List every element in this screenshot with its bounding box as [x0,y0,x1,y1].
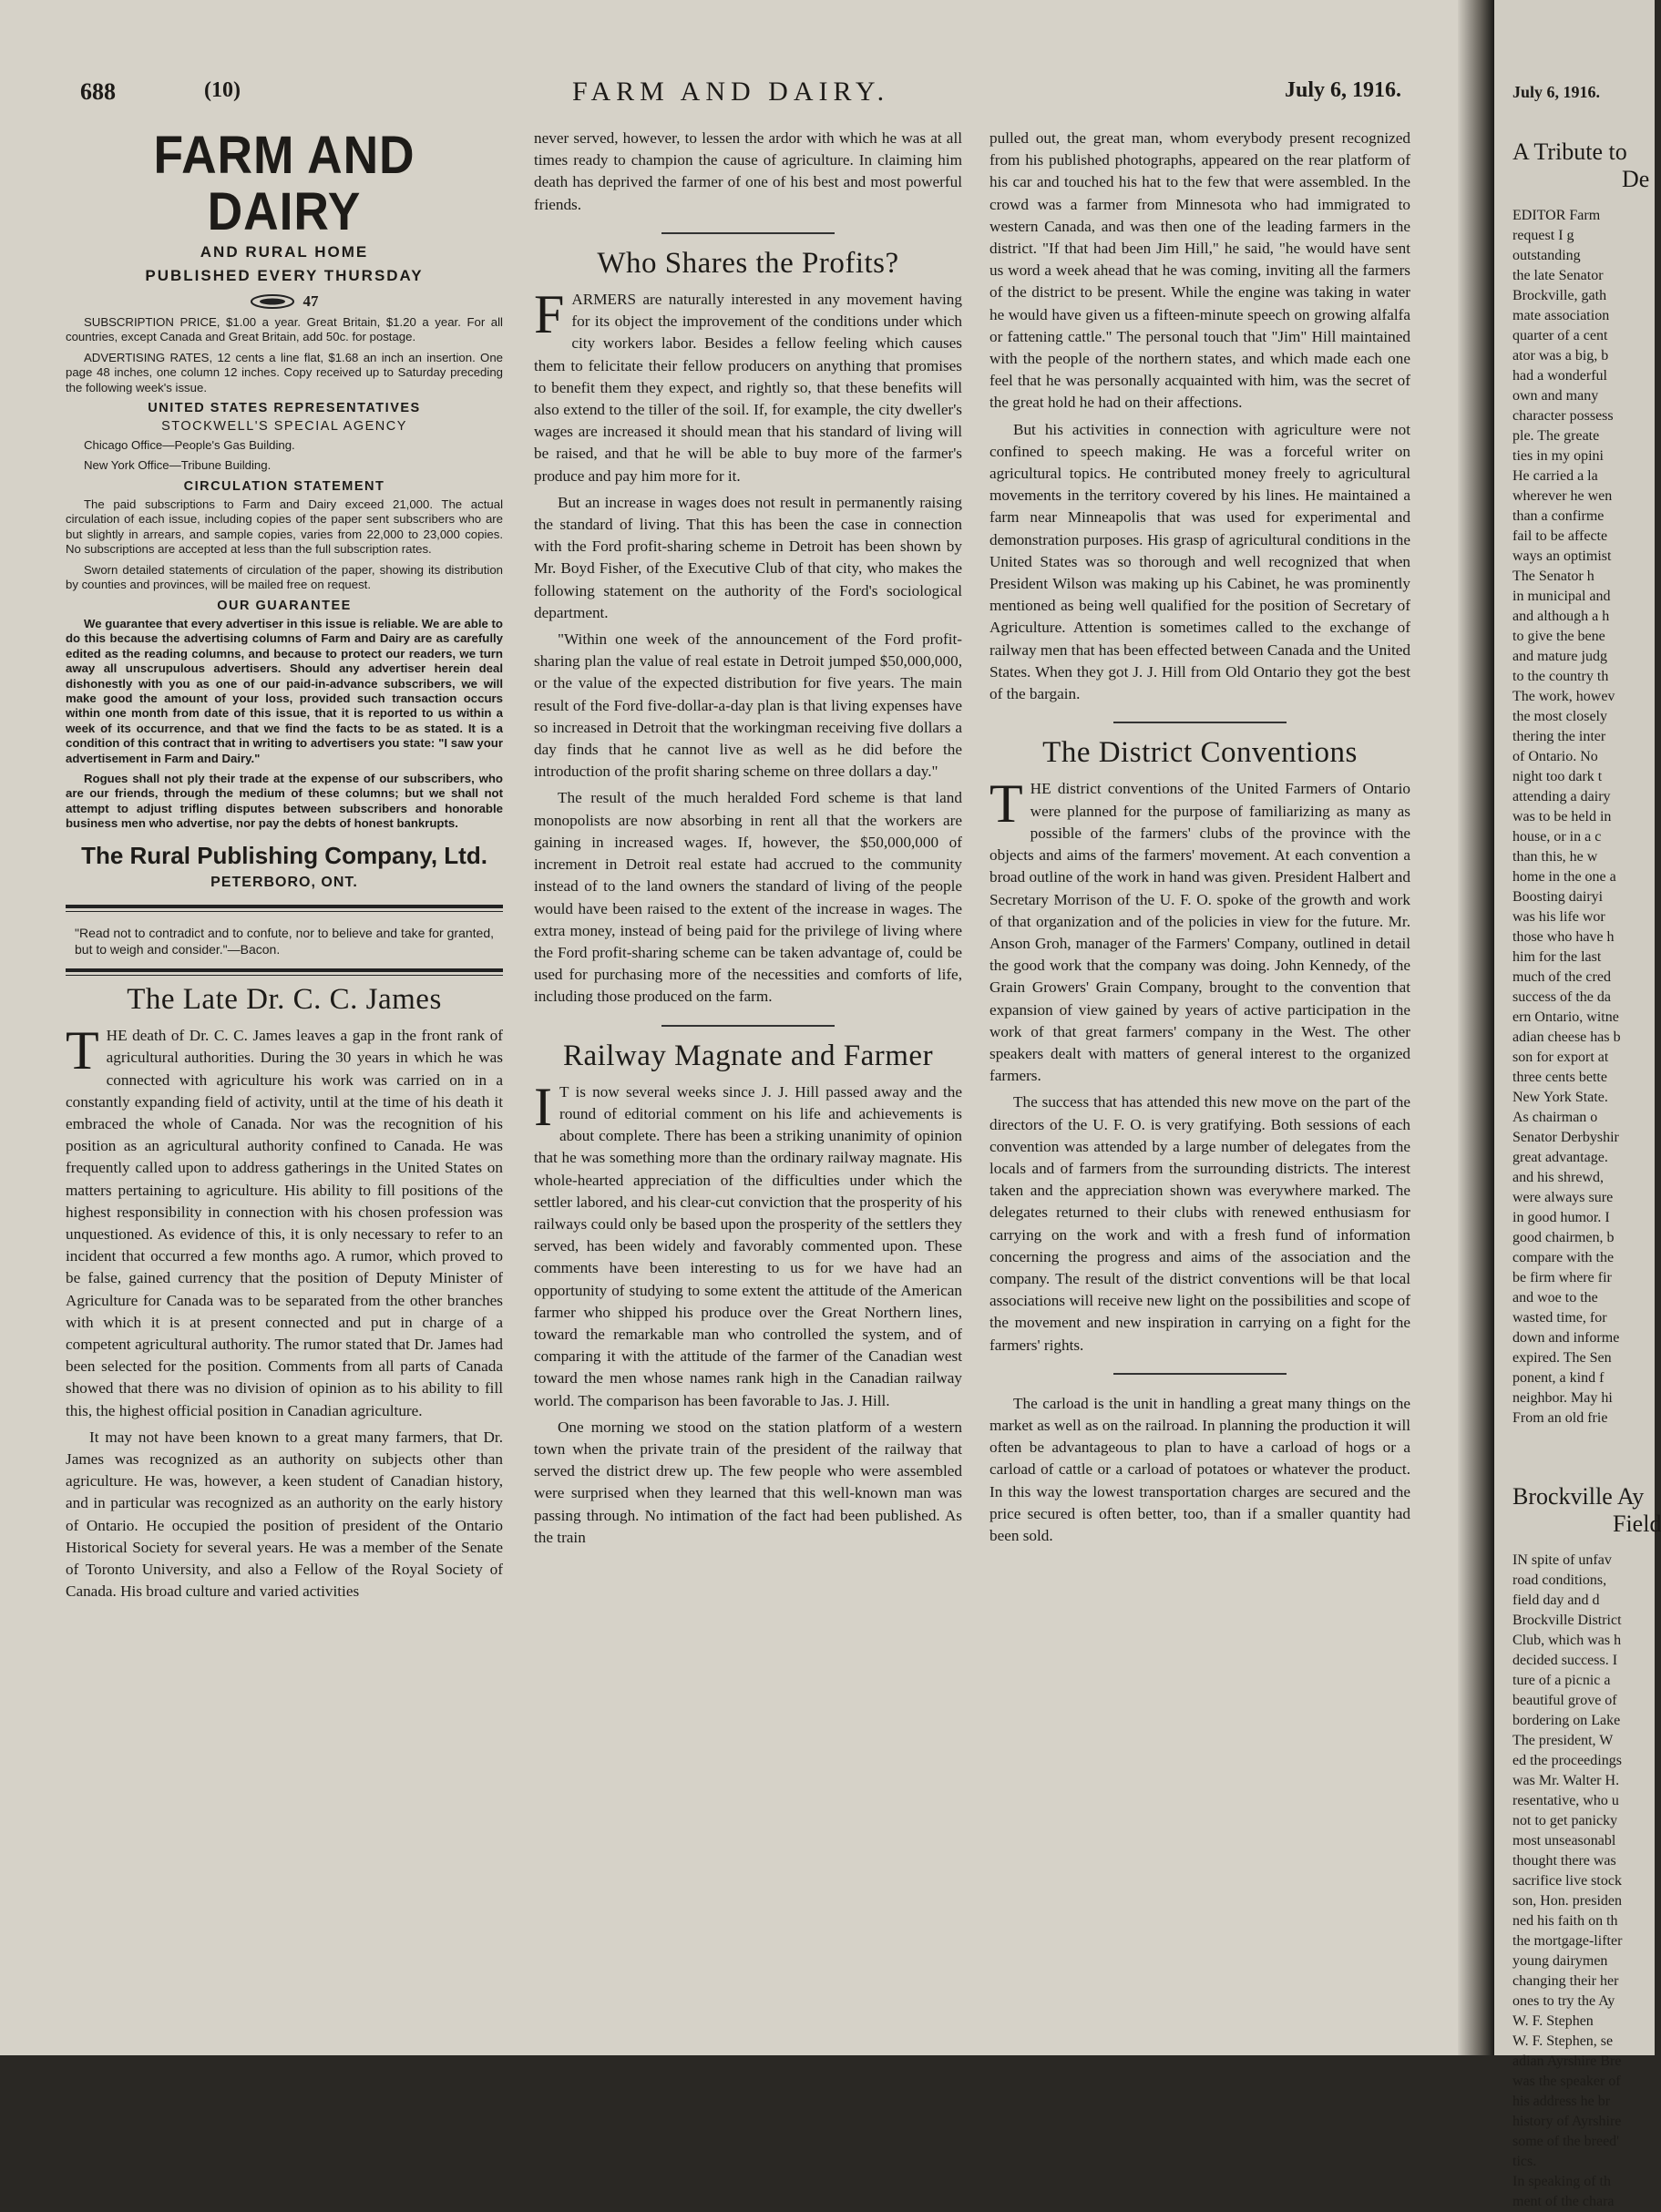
article-title: Railway Magnate and Farmer [562,1039,934,1072]
masthead-subtitle: AND RURAL HOME [200,243,369,261]
facing-line: much of the cred [1512,969,1611,985]
section-rule [1113,1373,1287,1375]
facing-line: The president, W [1512,1733,1614,1748]
facing-line: and mature judg [1512,649,1607,664]
drop-cap: T [989,773,1023,835]
facing-line: ment of the chara [1512,2194,1615,2209]
facing-line: great advantage. [1512,1150,1608,1165]
facing-line: EDITOR Farm [1512,208,1601,223]
page-header [80,78,1401,115]
facing-line: was Mr. Walter H. [1512,1773,1620,1788]
page-number: 688 [80,78,116,105]
masthead-title: FARM AND DAIRY [153,126,415,241]
facing-line: request I g [1512,228,1574,243]
issue-date: July 6, 1916. [1284,78,1401,102]
facing-line: history of Ayrshire [1512,2114,1622,2129]
facing-article-title [1512,138,1658,193]
facing-line: son for export at [1512,1050,1609,1065]
facing-line: ed the proceedings [1512,1753,1622,1768]
drop-cap: F [534,284,565,345]
guarantee-body-2: Rogues shall not ply their trade at the expense of our subscribers, who are our friends, through the medium of these columns; but we shall not attempt to adjust trifling disputes between subscribers and honorable business men who advertise, nor pay the debts of honest bankrupts. [66,771,503,831]
facing-line: than a confirme [1512,508,1605,524]
facing-line: compare with the [1512,1250,1615,1265]
column-1 [66,128,503,1607]
newyork-office: New York Office—Tribune Building. [84,458,272,473]
article-text: HE district conventions of the United Farmers of Ontario were planned for the purpose of familiarizing as many as possible of the farmers' clubs of the province with the objects and aims of the farmers' movement. At each convention a broad outline of the work in hand was given. President Halbert and Secretary Morrison of the U. F. O. spoke of the growth and work of that organization and of the policies in view for the future. Mr. Anson Groh, manager of the Farmers' Company, outlined in detail the good work that the company was doing. John Kennedy, of the Grain Growers' Grain Company, brought to the convention that expansion of view gained by years of active participation in the work of that great farmers' company in the West. The other speakers dealt with matters of general interest to the organized farmers. [989,780,1410,1085]
facing-line: to the country th [1512,669,1609,684]
subscription-notice: SUBSCRIPTION PRICE, $1.00 a year. Great Britain, $1.20 a year. For all countries, except Canada and Great Britain, add 50c. for postage. [66,315,503,344]
drop-cap: I [534,1076,552,1137]
facing-line: ways an optimist [1512,548,1612,564]
facing-line: to give the bene [1512,629,1605,644]
article-paragraph [989,773,1410,1087]
advertising-notice: ADVERTISING RATES, 12 cents a line flat, $1.68 an inch an insertion. One page 48 inches, one column 12 inches. Copy received up to Saturday preceding the following week's issue. [66,350,503,394]
facing-line: in good humor. I [1512,1210,1610,1225]
facing-line: The Senator h [1512,568,1594,584]
facing-line: Brockville, gath [1512,288,1607,303]
facing-line: attending a dairy [1512,789,1611,804]
facing-line: adian cheese has b [1512,1029,1621,1045]
article-text: HE death of Dr. C. C. James leaves a gap in the front rank of agricultural authorities. During the 30 years in which he was connected with agriculture his work was carried on in a constantly expanding field of activity, until at the time of his death it embraced the whole of Canada. Nor was the recognition of his position as an agricultural authority confined to Canada. He was frequently called upon to address gatherings in the United States on matters pertaining to agriculture. His ability to fill positions of the highest responsibility in connection with his chosen profession was unquestioned. As evidence of this, it is only necessary to refer to an incident that occurred a few months ago. A rumor, which proved to be false, gained currency that the position of Deputy Minister of Agriculture for Canada was to be separated from the other branches with which it is at present connected and put in charge of a competent agricultural authority. The rumor stated that Dr. James had been selected for the position. Comments from all parts of Canada showed that there was no division of opinion as to his ability to fill this, the highest official position in Canadian agriculture. [66,1027,503,1419]
double-rule [66,905,503,912]
facing-line: tics. [1512,2154,1537,2169]
facing-line: Boosting dairyi [1512,889,1604,905]
facing-line: good chairmen, b [1512,1230,1615,1245]
bacon-quote: "Read not to contradict and to confute, nor to believe and take for granted, but to weigh and consider."—Bacon. [75,926,494,957]
facing-line: had a wonderful [1512,368,1607,384]
article-title: The District Conventions [1042,736,1358,770]
section-rule [1113,722,1287,723]
facing-line: W. F. Stephen, se [1512,2033,1614,2049]
article-title: Who Shares the Profits? [597,246,899,280]
column-2 [534,128,962,1553]
article-paragraph: The success that has attended this new move on the part of the directors of the U. F. O. is very gratifying. Both sessions of each convention was attended by a large number of delegates from the locals and of farmers from the surrounding districts. The interest taken and the appreciation shown was everywhere marked. The delegates returned to their clubs with renewed enthusiasm for carrying on the work and with a fresh fund of information concerning the progress and aims of the association and the company. The result of the district conventions will be that local associations will receive new light on the possibilities and scope of the movement and new inspiration in carrying on a fight for the farmers' rights. [989,1093,1410,1354]
issue-number: 47 [302,292,319,310]
facing-line: ern Ontario, witne [1512,1009,1619,1025]
facing-line: be firm where fir [1512,1270,1612,1285]
facing-line: ture of a picnic a [1512,1673,1611,1688]
title-line: Field [1613,1511,1661,1537]
running-title: FARM AND DAIRY. [572,77,890,107]
facing-line: neighbor. May hi [1512,1390,1613,1406]
facing-page-date: July 6, 1916. [1512,83,1601,101]
facing-line: own and many [1512,388,1599,404]
facing-line: was the speaker of [1512,2074,1621,2089]
circulation-heading: CIRCULATION STATEMENT [183,478,385,494]
guarantee-body: We guarantee that every advertiser in this issue is reliable. We are able to do this because the advertising columns of Farm and Dairy are as carefully edited as the reading columns, and because to protect our readers, we turn away all unscrupulous advertisers. Should any advertiser herein deal dishonestly with you as one of our paid-in-advance subscribers, we will make good the amount of your loss, provided such transaction occurs within one month from date of this issue, that it is reported to us within a week of its occurrence, and that we find the facts to be as stated. It is a condition of this contract that in writing to advertisers you state: "I saw your advertisement in Farm and Dairy." [66,616,503,765]
article-paragraph: It may not have been known to a great many farmers, that Dr. James was recognized as an authority on subjects other than agriculture. He was, however, a keen student of Canadian history, and in particular was recognized as an authority on the early history of Ontario. He occupied the position of president of the Ontario Historical Society for several years. He was a member of the Senate of Toronto University, and also a Fellow of the Royal Society of Canada. His broad culture and varied activities [66,1428,503,1601]
facing-line: mate association [1512,308,1610,323]
facing-line: wasted time, for [1512,1310,1607,1326]
article-paragraph: never served, however, to lessen the ardor with which he was at all times ready to champion the cause of agriculture. In claiming him death has deprived the farmer of one of his best and most powerful friends. [534,129,962,213]
facing-line: fail to be affecte [1512,528,1608,544]
facing-line: his address he br [1512,2094,1611,2109]
article-paragraph [66,1020,503,1422]
facing-line: quarter of a cent [1512,328,1608,343]
facing-line: than this, he w [1512,849,1598,865]
facing-line: Club, which was h [1512,1633,1622,1648]
facing-line: son, Hon. presiden [1512,1893,1622,1909]
facing-line: road conditions, [1512,1572,1607,1588]
facing-line: ones to try the Ay [1512,1993,1615,2009]
circulation-body-2: Sworn detailed statements of circulation of the paper, showing its distribution by counties and provinces, will be mailed free on request. [66,562,503,592]
facing-line: expired. The Sen [1512,1350,1612,1366]
facing-line: and his shrewd, [1512,1170,1604,1185]
facing-line: ponent, a kind f [1512,1370,1605,1386]
facing-page-column [1512,82,1661,2212]
facing-line: field day and d [1512,1592,1600,1608]
facing-line: character possess [1512,408,1614,424]
facing-line: night too dark t [1512,769,1603,784]
facing-line: wherever he wen [1512,488,1613,504]
drop-cap: T [66,1020,99,1081]
facing-article-body [1512,206,1658,1429]
facing-line: some of the breed' [1512,2134,1620,2149]
facing-line: the late Senator [1512,268,1604,283]
facing-line: down and informe [1512,1330,1620,1346]
facing-line: He carried a la [1512,468,1598,484]
article-paragraph: The carload is the unit in handling a great many things on the market as well as on the railroad. In planning the production it will often be advantageous to plan to have a carload of hogs or a carload of cattle or a carload of potatoes or whatever the product. In this way the lowest transportation charges are secured and the price secured is often better, too, than if a smaller quantity had been sold. [989,1394,1410,1544]
article-paragraph [534,284,962,487]
article-paragraph [534,1076,962,1412]
title-line: De [1622,166,1650,192]
article-paragraph: "Within one week of the announcement of the Ford profit-sharing plan the value of real estate in Detroit jumped $50,000,000, or the value of the expected distribution for five years. The main result of the Ford five-dollar-a-day plan is that living expenses have so increased in Detroit that the workingman receiving five dollars a day finds that he cannot live as well as he did before the introduction of the profit sharing scheme on three dollars a day." [534,630,962,781]
facing-article-title-2 [1512,1483,1661,1538]
publisher-name: The Rural Publishing Company, Ltd. [81,841,487,869]
facing-article-body-2 [1512,1551,1658,2212]
publisher-city: PETERBORO, ONT. [210,874,358,890]
article-paragraph: But his activities in connection with agriculture were not confined to speech making. He was a forceful writer on agricultural topics. He contributed money freely to agricultural movements in the territory covered by his lines. He maintained a farm near Minneapolis that was used for experimental and demonstration purposes. His grasp of agricultural conditions in the United States was so thorough and well recognized that when President Wilson was making up his Cabinet, he was prominently mentioned as being well qualified for the position of Secretary of Agriculture. Attention is sometimes called to the exchange of railway men that has been effected between Canada and the United States. When they got J. J. Hill from Old Ontario they got the best of the bargain. [989,420,1410,703]
facing-line: home in the one a [1512,869,1616,885]
issue-ornament [66,288,503,315]
facing-line: young dairymen [1512,1953,1608,1969]
title-line: A Tribute to [1512,138,1627,165]
facing-line: those who have h [1512,929,1615,945]
facing-line: W. F. Stephen [1512,2013,1594,2029]
title-line: Brockville Ay [1512,1483,1645,1510]
facing-line: As chairman o [1512,1110,1598,1125]
ornament-icon [251,294,294,309]
facing-line: most unseasonabl [1512,1833,1616,1848]
facing-line: changing their her [1512,1973,1619,1989]
facing-line: New York State. [1512,1090,1608,1105]
chicago-office: Chicago Office—People's Gas Building. [84,437,295,452]
facing-line: ned his faith on th [1512,1913,1618,1929]
article-text: ARMERS are naturally interested in any movement having for its object the improvement of the conditions under which city workers labor. Besides a fellow feeling which causes them to felicitate their fellow producers on anything that promises to benefit them they expect, and rightly so, that these benefits will also extend to the tiller of the soil. If, for example, the city dweller's wages are increased it should mean that his standard of living will be raised, and that he will be able to buy more of the farmer's produce and pay him more for it. [534,291,962,485]
agency-name: STOCKWELL'S SPECIAL AGENCY [161,419,407,435]
facing-line: were always sure [1512,1190,1614,1205]
circulation-body: The paid subscriptions to Farm and Dairy exceed 21,000. The actual circulation of each issue, including copies of the paper sent subscribers who are but slightly in arrears, and sample copies, varies from 22,000 to 23,000 copies. No subscriptions are accepted at less than the full subscription rates. [66,497,503,557]
facing-line: not to get panicky [1512,1813,1618,1828]
facing-line: success of the da [1512,989,1611,1005]
article-paragraph: But an increase in wages does not result in permanently raising the standard of living. That this has been the case in connection with the Ford profit-sharing scheme in Detroit has been shown by Mr. Boyd Fisher, of the Executive Club of that city, who makes the following statement on the authority of the Ford's sociological department. [534,493,962,621]
facing-line: was his life wor [1512,909,1605,925]
double-rule [66,968,503,976]
facing-line: and although a h [1512,609,1610,624]
section-rule [661,1025,835,1027]
facing-line: IN spite of unfav [1512,1552,1612,1568]
us-reps-heading: UNITED STATES REPRESENTATIVES [148,401,421,416]
facing-line: sacrifice live stock [1512,1873,1622,1889]
facing-line: ator was a big, b [1512,348,1609,364]
guarantee-heading: OUR GUARANTEE [217,598,352,613]
article-paragraph: One morning we stood on the station platform of a western town when the private train of the president of the railway that served the district drew up. The few people who were assembled were surprised when they learned that this well-known man was passing through. No intimation of the fact had been published. As the train [534,1418,962,1546]
facing-line: resentative, who u [1512,1793,1619,1808]
facing-line: adian Ayrshire Bre [1512,2053,1622,2069]
section-rule [661,232,835,234]
facing-line: The work, howev [1512,689,1615,704]
masthead-notices [66,315,503,832]
book-gutter [1458,0,1494,2055]
facing-line: Senator Derbyshir [1512,1130,1619,1145]
facing-line: In speaking of th [1512,2174,1611,2189]
article-paragraph: pulled out, the great man, whom everybody present recognized from his published photographs, appeared on the rear platform of his car and touched his hat to the few that were assembled. In the crowd was a farmer from Minnesota who had immigrated to western Canada, and was then one of the leading farmers in the district. "If that had been Jim Hill," he said, "he would have sent us word a week ahead that he was coming, inviting all the farmers of the district to be present. While the engine was taking in water he would have given us a fifteen-minute speech on growing alfalfa or fattening cattle." The personal touch that "Jim" Hill maintained with the people of the northern states, and which made each one feel that he was personally acquainted with him, was the secret of the great hold he had on their affections. [989,129,1410,412]
facing-line: outstanding [1512,248,1581,263]
facing-line: From an old frie [1512,1410,1608,1426]
facing-line: thought there was [1512,1853,1616,1869]
section-number: (10) [204,78,241,102]
facing-line: and woe to the [1512,1290,1598,1306]
facing-page [1494,0,1661,2209]
masthead-publication-note: PUBLISHED EVERY THURSDAY [145,267,424,284]
article-title: The Late Dr. C. C. James [127,983,442,1016]
facing-line: three cents bette [1512,1070,1607,1085]
facing-line: decided success. I [1512,1653,1618,1668]
facing-line: was to be held in [1512,809,1612,824]
facing-line: thering the inter [1512,729,1606,744]
facing-line: of Ontario. No [1512,749,1598,764]
facing-line: in municipal and [1512,589,1611,604]
facing-line: the most closely [1512,709,1607,724]
facing-line: the mortgage-lifter [1512,1933,1623,1949]
facing-line: Brockville District [1512,1613,1622,1628]
facing-line: ple. The greate [1512,428,1600,444]
facing-line: bordering on Lake [1512,1713,1621,1728]
facing-line: him for the last [1512,949,1602,965]
facing-line: house, or in a c [1512,829,1602,845]
article-text: T is now several weeks since J. J. Hill passed away and the round of editorial comment on his life and achievements is about complete. There has been a striking unanimity of opinion that he was something more than the ordinary railway magnate. His whole-hearted appreciation of the difficulties under which the settler labored, and his clear-cut conviction that the prosperity of his railways could only be based upon the prosperity of the settlers they served, has been widely and favorably commented upon. These comments have been interesting to us for we have had an opportunity of studying to some extent the attitude of the American farmer who shipped his produce over the Great Northern lines, toward the remarkable man who controlled the system, and of comparing it with the attitude of the farmer of the Canadian west toward the men whose names rank high in the Canadian railway world. The comparison has been favorable to Jas. J. Hill. [534,1082,962,1409]
article-paragraph: The result of the much heralded Ford scheme is that land monopolists are now absorbing in rent all that the workers are gaining in increased wages. If, however, the $50,000,000 of increment in Detroit real estate had accrued to the community instead of to the land owners the standard of living of the people would have been raised to the extent of the increase in wages. The extra money, instead of being paid for the privilege of living where the Ford profit-sharing scheme can be taken advantage of, could be used for purchasing more of the necessities and comforts of life, including those produced on the farm. [534,789,962,1006]
facing-line: beautiful grove of [1512,1693,1617,1708]
column-3 [989,128,1410,1551]
facing-line: ties in my opini [1512,448,1604,464]
